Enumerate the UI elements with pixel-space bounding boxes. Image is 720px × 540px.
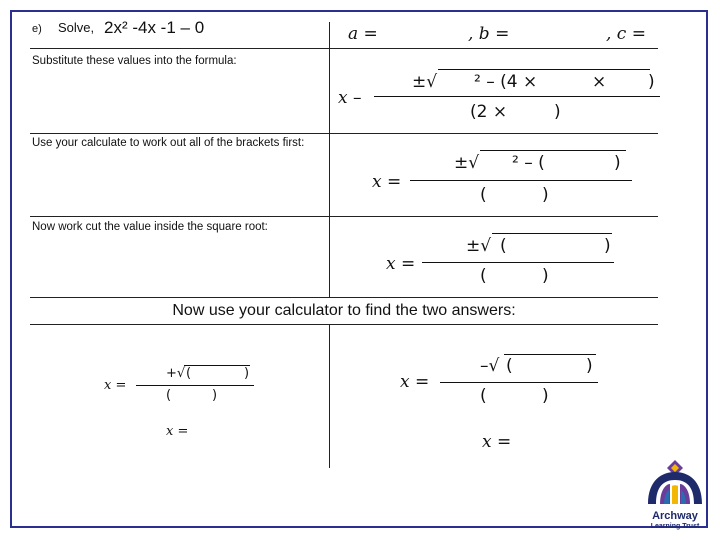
step-3-instruction: Now work cut the value inside the square root: — [32, 221, 268, 233]
logo-line-1: Archway — [652, 510, 698, 522]
final-right-lhs: x = — [400, 372, 430, 392]
coefficient-c-label: , c = — [606, 24, 646, 44]
step-1-fraction-bar — [374, 96, 660, 97]
final-left-numerator-open: ( — [186, 366, 192, 381]
step-1-numerator-times: × — [592, 72, 607, 92]
row-divider — [30, 324, 658, 325]
question-number: e) — [32, 23, 42, 35]
final-left-denominator-close: ) — [212, 388, 218, 403]
question-verb: Solve, — [58, 20, 95, 35]
step-2-fraction-bar — [410, 180, 632, 181]
row-divider — [30, 216, 658, 217]
step-1-denominator-close: ) — [554, 102, 561, 122]
final-right-denominator-close: ) — [542, 386, 549, 406]
final-right-fraction-bar — [440, 382, 598, 383]
step-1-instruction: Substitute these values into the formula: — [32, 55, 237, 67]
archway-logo — [642, 458, 708, 528]
final-heading: Now use your calculator to find the two answers: — [172, 302, 516, 319]
final-left-lhs: x = — [104, 378, 127, 393]
step-2-root-bar — [480, 150, 626, 151]
final-left-numerator-sign: +√ — [166, 366, 186, 381]
row-divider — [30, 133, 658, 134]
step-3-denominator-close: ) — [542, 266, 549, 286]
question-equation: 2x² -4x -1 – 0 — [104, 18, 205, 37]
step-3-numerator-close: ) — [604, 236, 611, 256]
step-1-numerator-pm: ±√ — [412, 72, 438, 92]
step-3-numerator-open: ( — [500, 236, 507, 256]
step-3-denominator: ( — [480, 266, 487, 286]
step-2-instruction: Use your calculate to work out all of the brackets first: — [32, 137, 305, 149]
final-right-answer: x = — [482, 432, 512, 452]
final-right-denominator: ( — [480, 386, 487, 406]
final-right-numerator-open: ( — [506, 356, 513, 376]
final-right-numerator-sign: –√ — [480, 356, 500, 376]
final-left-root-bar — [184, 365, 250, 366]
row-divider — [30, 297, 658, 298]
final-right-root-bar — [504, 354, 596, 355]
archway-logo-icon — [642, 458, 708, 506]
step-2-numerator-pm: ±√ — [454, 153, 480, 173]
final-left-answer: x = — [166, 424, 189, 439]
step-2-numerator-rest: ² – ( — [512, 153, 545, 173]
coefficient-b-label: , b = — [468, 24, 510, 44]
step-2-numerator-close: ) — [614, 153, 621, 173]
step-3-numerator-pm: ±√ — [466, 236, 492, 256]
step-3-lhs: x = — [386, 254, 416, 274]
final-left-denominator: ( — [166, 388, 172, 403]
coefficient-a-label: a = — [348, 24, 378, 44]
logo-line-2: Learning Trust — [650, 523, 700, 530]
step-3-root-bar — [492, 233, 612, 234]
final-left-numerator-close: ) — [244, 366, 250, 381]
step-2-denominator-close: ) — [542, 185, 549, 205]
step-2-denominator: ( — [480, 185, 487, 205]
step-2-lhs: x = — [372, 172, 402, 192]
column-divider — [329, 324, 330, 468]
final-left-fraction-bar — [136, 385, 254, 386]
step-1-root-bar — [438, 69, 650, 70]
step-1-lhs: x – — [338, 88, 362, 108]
step-1-numerator-rest: ² – (4 × — [474, 72, 538, 92]
final-right-numerator-close: ) — [586, 356, 593, 376]
step-1-denominator: (2 × — [470, 102, 508, 122]
step-3-fraction-bar — [422, 262, 614, 263]
column-divider — [329, 22, 330, 297]
row-divider — [30, 48, 658, 49]
step-1-numerator-close: ) — [648, 72, 655, 92]
